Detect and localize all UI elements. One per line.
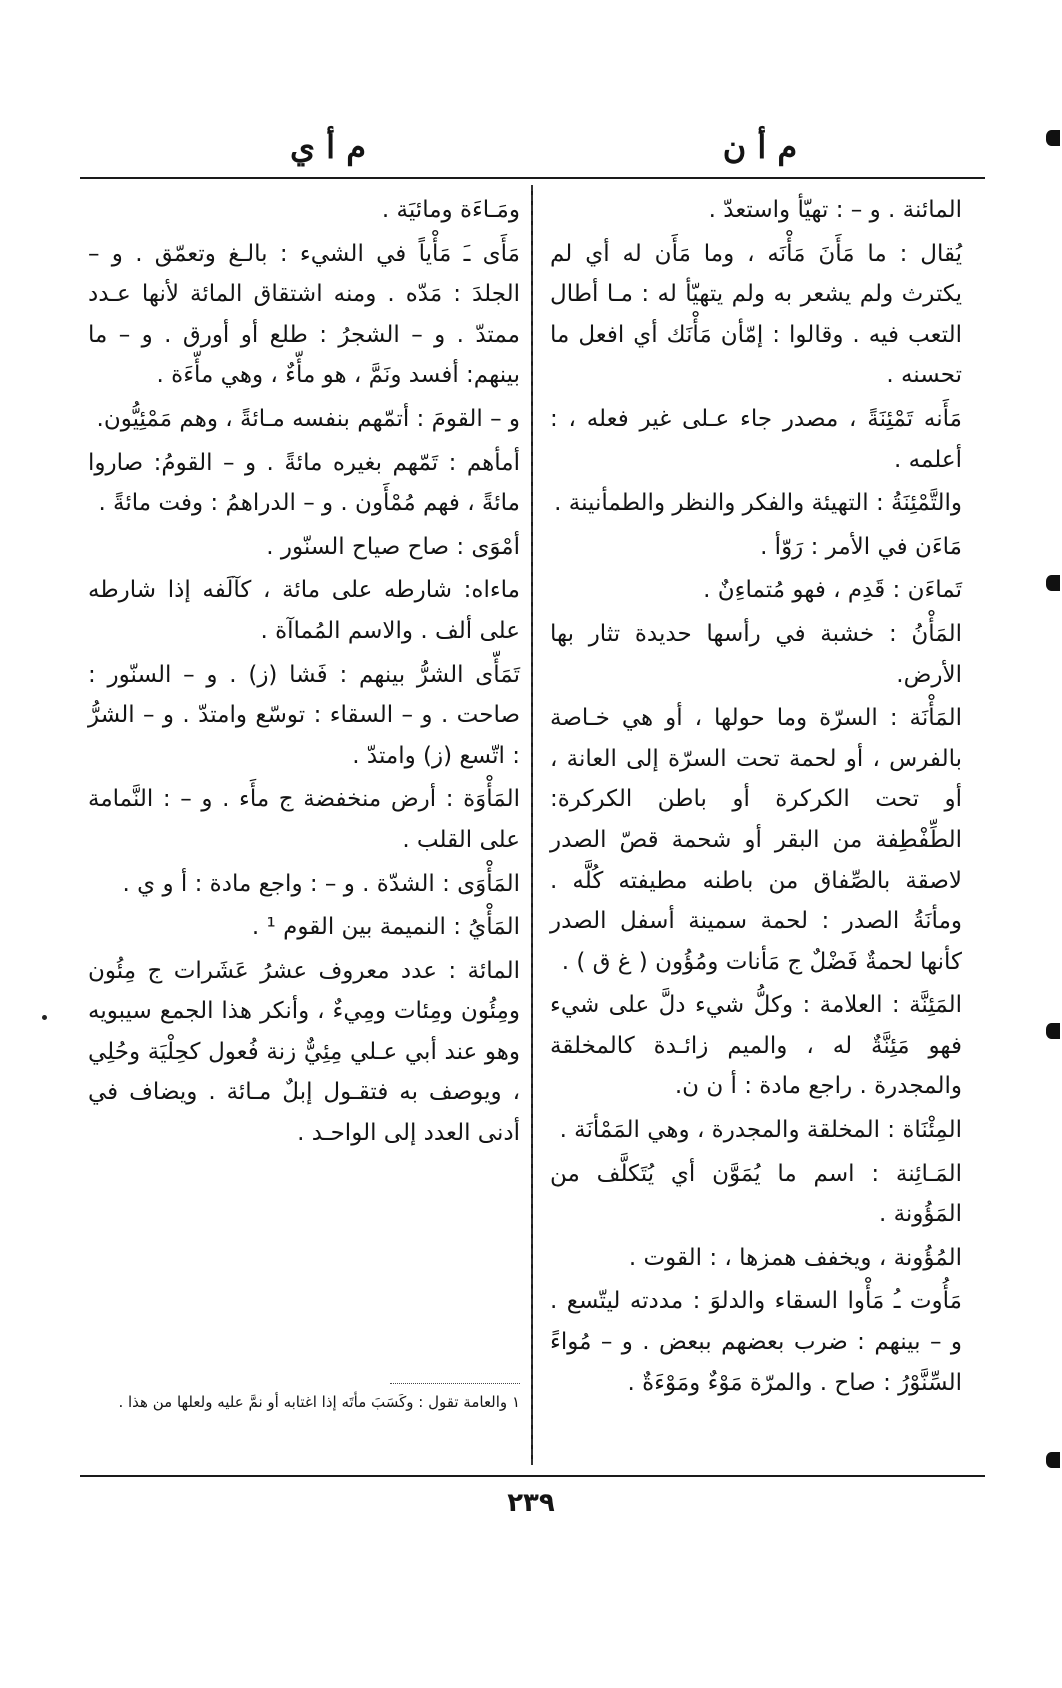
edge-mark <box>1046 575 1060 591</box>
entry: المَأْوَى : الشدّة . و – : واجع مادة : أ و ي . <box>122 870 520 897</box>
entry: مَأَنه تَمْئِنَةً ، مصدر جاء عـلى غير فعله ، : أعلمه . <box>550 405 962 473</box>
speck <box>42 1015 47 1020</box>
edge-mark <box>1046 130 1060 146</box>
entry: المَأْنُ : خشبة في رأسها حديدة تثار بها الأرض. <box>550 620 962 688</box>
footer-rule <box>80 1475 985 1477</box>
entry: المائنة . و – : تهيّأ واستعدّ . <box>708 197 962 223</box>
entry: المَئِنَّة : العلامة : وكلُّ شيء دلَّ على شيء فهو مَئِنَّةٌ له ، والميم زائـدة كالمخلقة والمجدرة . راجع مادة : أ ن ن. <box>550 992 962 1100</box>
entry: و – القومَ : أتمّهم بنفسه مـائةً ، وهم مَمْئِيُّون. <box>96 405 520 432</box>
entry: المَأْنَة : السرّة وما حولها ، أو هي خـاصة بالفرس ، أو لحمة تحت السرّة إلى العانة ، أو تحت الكركرة أو باطن الكركرة: الطِّفْطِفة من البقر أو شحمة قصّ الصدر لاصقة بالصِّفاق من باطنه مطيفته كُلَّه . ومأنَةُ الصدر : لحمة سمينة أسفل الصدر كأنها لحمةٌ فَضْلٌ ج مَأنات ومُؤُون ( غ ق ) . <box>550 705 962 975</box>
running-head-left: م أ ي <box>289 128 367 166</box>
page-number: ٢٣٩ <box>507 1488 555 1518</box>
entry: المُؤُونة ، ويخفف همزها ، : القوت . <box>628 1244 962 1271</box>
entry: المِئْنَاة : المخلقة والمجدرة ، وهي المَمْأنَة . <box>559 1117 962 1144</box>
entry: ومَـاءَة ومائيَة . <box>381 197 520 223</box>
edge-mark <box>1046 1452 1060 1468</box>
footnote: ١ والعامة تقول : وكَسَبَ مأتَه إذا اغتابه أو نمَّ عليه ولعلها من هذا . <box>118 1393 520 1411</box>
left-column <box>88 190 520 1157</box>
entry: تَماءَن : قَدِم ، فهو مُتماءِنٌ . <box>703 577 962 604</box>
entry: المَأْوَة : أرض منخفضة ج مأَء . و – : النَّمامة على القلب . <box>88 786 520 853</box>
entry: مَاءَن في الأمر : رَوّأ . <box>760 533 962 560</box>
entry: المَـائِنة : اسم ما يُمَوَّن أي يُتَكلَّف من المَؤُونة . <box>550 1160 962 1228</box>
right-column <box>550 190 962 1406</box>
footnote-rule <box>390 1383 520 1384</box>
edge-mark <box>1046 1023 1060 1039</box>
entry: مَأَى ـَ مَأْياً في الشيء : بالـغ وتعمّق . و – الجلدَ : مَدّه . ومنه اشتقاق المائة لأنها عـدد ممتدّ . و – الشجرُ : طلع أو أورق . و – ما بينهم: أفسد ونَمَّ ، هو مأّءٌ ، وهي مأّءَة . <box>88 240 520 389</box>
entry: ماءاه: شارطه على مائة ، كآلَفه إذا شارطه على ألف . والاسم المُماآة . <box>88 577 520 644</box>
entry: والتَّمْئِنَةُ : التهيئة والفكر والنظر والطمأنينة . <box>554 490 962 517</box>
entry: مَأُوت ـُ مَأْوا السقاء والدلوَ : مددته ليتّسع . و – بينهم : ضرب بعضهم ببعض . و – مُواءً السِّنَّوْرُ : صاح . والمرّة مَوْءٌ ومَوْءَةٌ . <box>550 1288 962 1396</box>
column-separator <box>531 185 533 1465</box>
entry: يُقال : ما مَأَنَ مَأْنَه ، وما مَأَن له أي لم يكترث ولم يشعر به ولم يتهيّأ له : مـا أطال التعب فيه . وقالوا : إمّأن مَأْنَك أي افعل ما تحسنه . <box>550 240 962 389</box>
entry: تَمَأّى الشرُّ بينهم : فَشا (ز) . و – السنّور : صاحت . و – السقاء : توسّع وامتدّ . و – الشرُّ : اتّسع (ز) وامتدّ . <box>88 661 520 769</box>
header-rule <box>80 177 985 179</box>
running-head-right: م أ ن <box>722 128 798 166</box>
entry: المائة : عدد معروف عشرُ عَشَرات ج مِئُون ومِئُون ومِئات ومِيءٌ ، وأنكر هذا الجمع سيبويه وهو عند أبي عـلي مِئِيٌّ زنة فُعول كحِلْيَة وحُلِي ، ويوصف به فتقـول إبلٌ مـائة . ويضاف في أدنى العدد إلى الواحـد . <box>88 957 520 1147</box>
entry: أمْوَى : صاح صياح السنّور . <box>266 533 520 560</box>
entry: المَأْيُ : النميمة بين القوم ¹ . <box>251 914 520 941</box>
entry: أمأهم : تَمّهم بغيره مائةً . و – القومُ: صاروا مائةً ، فهم مُمْأَون . و – الدراهمُ : وفت مائةً . <box>88 449 520 517</box>
